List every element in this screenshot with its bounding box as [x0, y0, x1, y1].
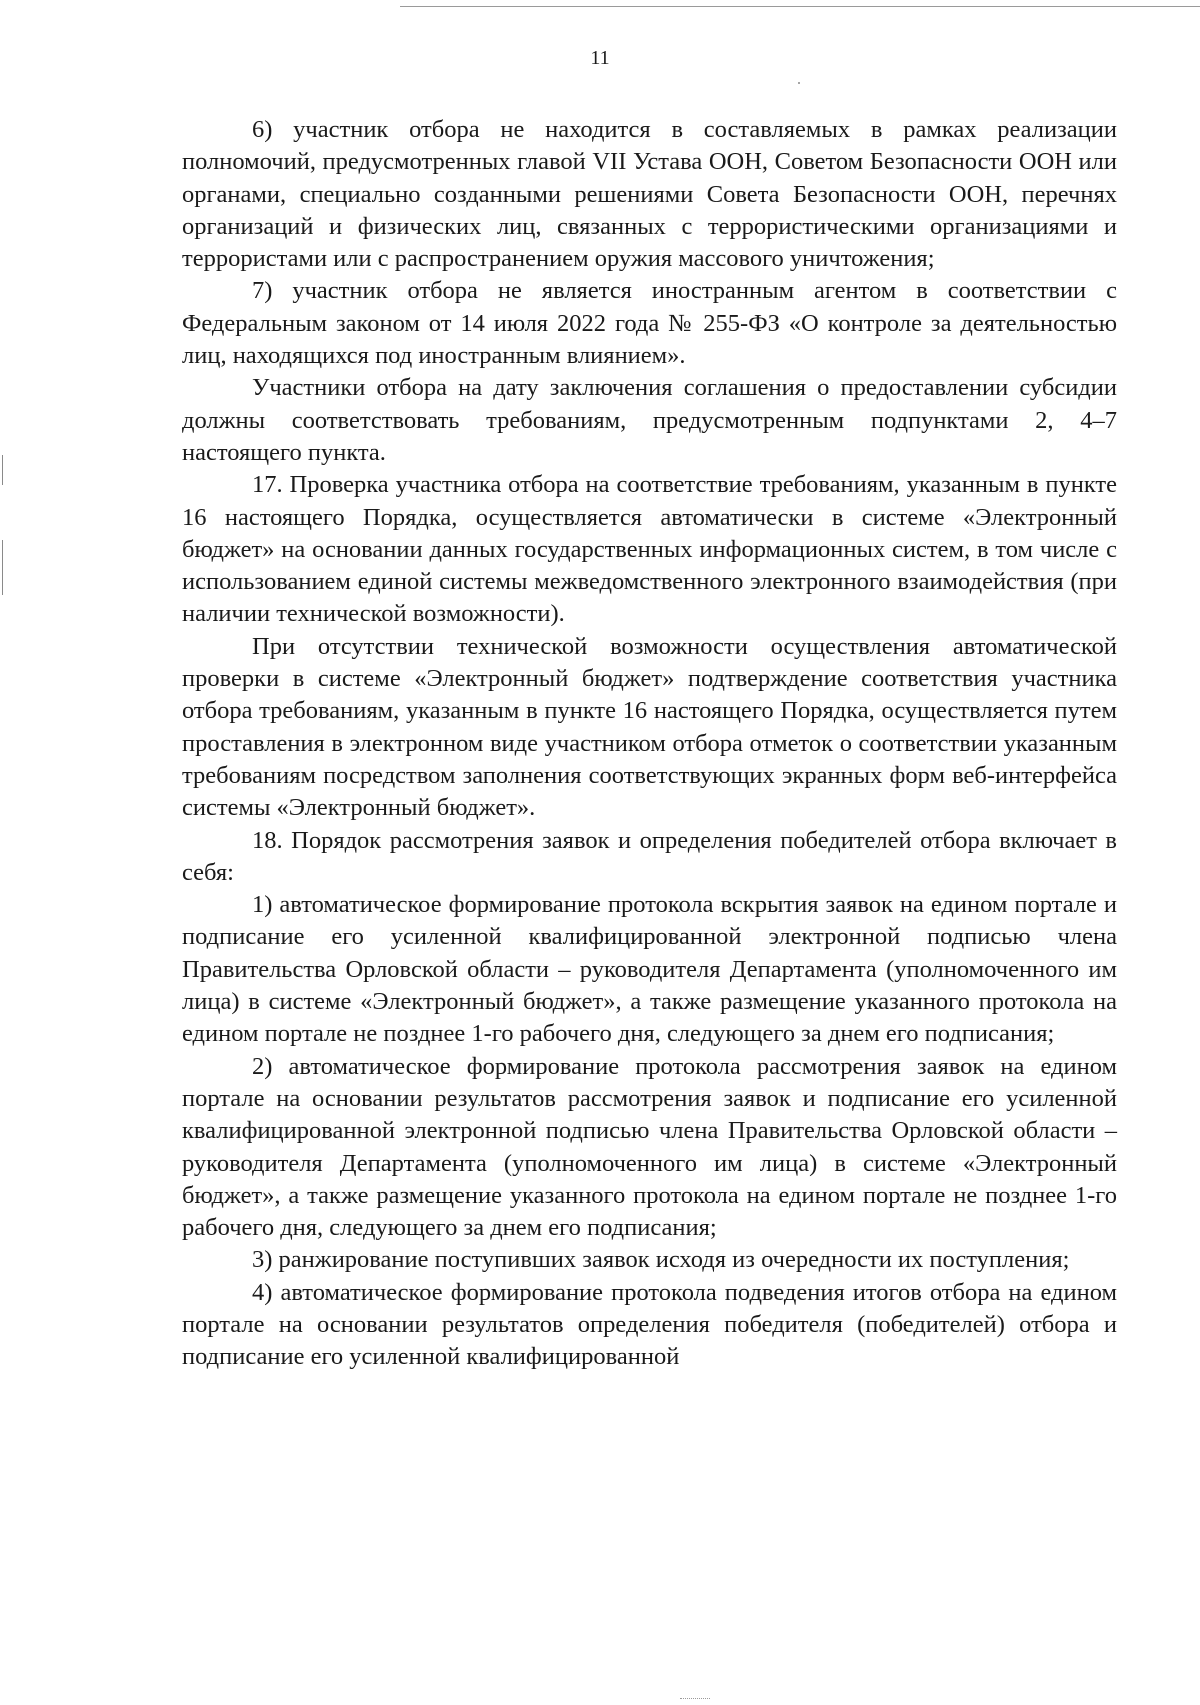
scan-margin-mark: [2, 455, 3, 485]
scan-bottom-mark: [680, 1698, 710, 1700]
scan-edge-line: [400, 6, 1200, 7]
page-number: 11: [590, 47, 610, 69]
paragraph-no-technical-possibility: При отсутствии технической возможности осуществления автоматической проверки в системе «Электронный бюджет» подтверждение соответствия участника отбора требованиям, указанным в пункте 16 настоящего Порядка, осуществляется путем проставления в электронном виде участником отбора отметок о соответствии указанным требованиям посредством заполнения соответствующих экранных форм веб-интерфейса системы «Электронный бюджет».: [182, 632, 1117, 822]
paragraph-subitem-3: 3) ранжирование поступивших заявок исходя из очередности их поступления;: [252, 1246, 1070, 1274]
scan-margin-mark: [2, 540, 3, 595]
scan-speck: [798, 82, 800, 84]
document-body: [182, 114, 1117, 1374]
paragraph-subitem-2: 2) автоматическое формирование протокола рассмотрения заявок на едином портале на основании результатов рассмотрения заявок и подписание его усиленной квалифицированной электронной подписью члена Правительства Орловской области – руководителя Департамента (уполномоченного им лица) в системе «Электронный бюджет», а также размещение указанного протокола на едином портале не позднее 1-го рабочего дня, следующего за днем его подписания;: [182, 1052, 1117, 1242]
paragraph-subitem-1: 1) автоматическое формирование протокола вскрытия заявок на едином портале и подписание его усиленной квалифицированной электронной подписью члена Правительства Орловской области – руководителя Департамента (уполномоченного им лица) в системе «Электронный бюджет», а также размещение указанного протокола на едином портале не позднее 1-го рабочего дня, следующего за днем его подписания;: [182, 891, 1117, 1048]
paragraph-clause-18: 18. Порядок рассмотрения заявок и определения победителей отбора включает в себя:: [182, 826, 1117, 886]
paragraph-participants-requirements: Участники отбора на дату заключения соглашения о предоставлении субсидии должны соответствовать требованиям, предусмотренным подпунктами 2, 4–7 настоящего пункта.: [182, 374, 1117, 466]
paragraph-item-6: 6) участник отбора не находится в составляемых в рамках реализации полномочий, предусмотренных главой VII Устава ООН, Советом Безопасности ООН или органами, специально созданными решениями Совета Безопасности ООН, перечнях организаций и физических лиц, связанных с террористическими организациями и террористами или с распространением оружия массового уничтожения;: [182, 116, 1117, 273]
paragraph-item-7: 7) участник отбора не является иностранным агентом в соответствии с Федеральным законом от 14 июля 2022 года № 255-ФЗ «О контроле за деятельностью лиц, находящихся под иностранным влиянием».: [182, 277, 1117, 370]
paragraph-subitem-4: 4) автоматическое формирование протокола подведения итогов отбора на едином портале на основании результатов определения победителя (победителей) отбора и подписание его усиленной квалифицированной: [182, 1278, 1117, 1371]
paragraph-clause-17: 17. Проверка участника отбора на соответствие требованиям, указанным в пункте 16 настоящего Порядка, осуществляется автоматически в системе «Электронный бюджет» на основании данных государственных информационных систем, в том числе с использованием единой системы межведомственного электронного взаимодействия (при наличии технической возможности).: [182, 471, 1117, 628]
